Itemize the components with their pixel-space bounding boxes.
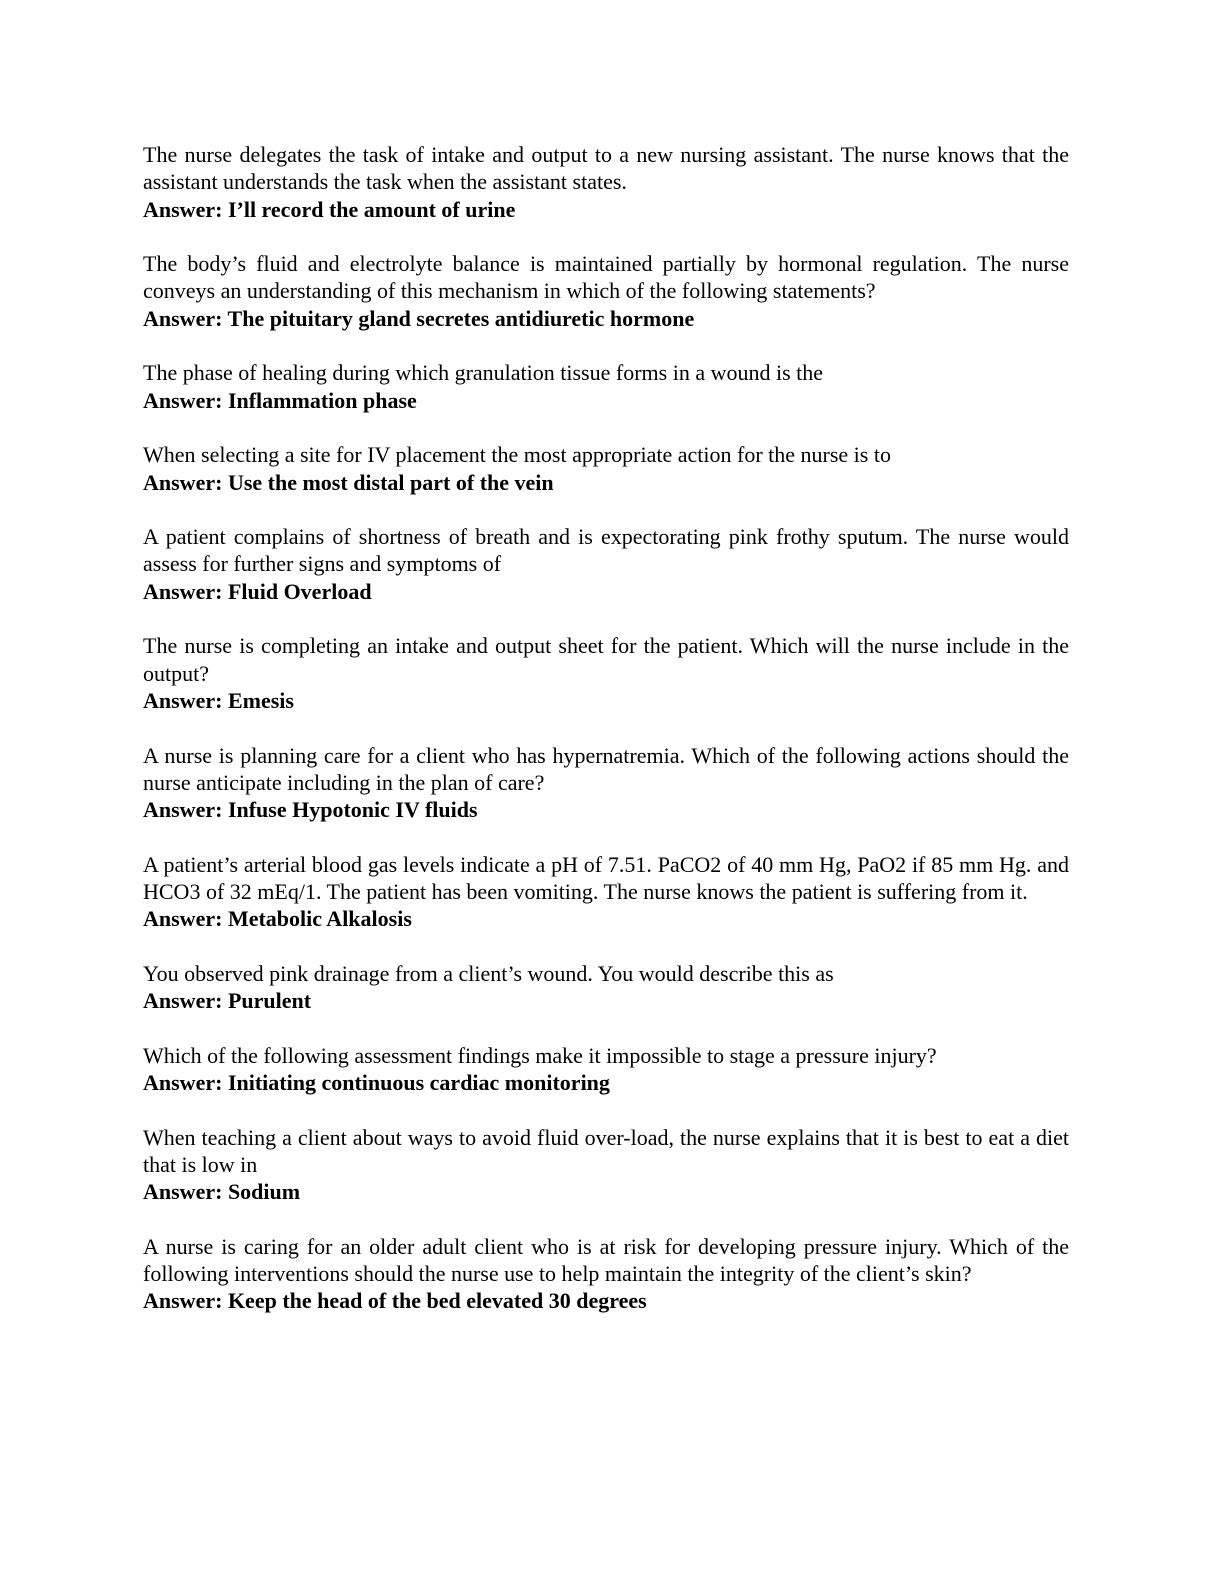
qa-item-7 xyxy=(143,742,1069,824)
qa-item-10 xyxy=(143,1042,1069,1097)
answer-prefix: Answer: xyxy=(143,906,223,932)
qa-item-11 xyxy=(143,1124,1069,1206)
answer-prefix: Answer: xyxy=(143,305,223,331)
qa-item-3 xyxy=(143,359,1069,414)
question-text: The phase of healing during which granulation tissue forms in a wound is the xyxy=(143,360,824,386)
question-text: You observed pink drainage from a client’s wound. You would describe this as xyxy=(143,960,834,986)
answer-text: Initiating continuous cardiac monitoring xyxy=(227,1070,610,1096)
qa-item-1 xyxy=(143,141,1069,223)
question-text: The body’s fluid and electrolyte balance is maintained partially by hormonal regulation. The nurse conveys an understanding of this mechanism in which of the following statements? xyxy=(143,251,1069,304)
answer-text: Infuse Hypotonic IV fluids xyxy=(227,797,478,823)
answer-prefix: Answer: xyxy=(143,1288,223,1314)
question-text: When selecting a site for IV placement the most appropriate action for the nurse is to xyxy=(143,442,891,468)
answer-text: I’ll record the amount of urine xyxy=(227,196,516,222)
answer-prefix: Answer: xyxy=(143,387,223,413)
qa-item-2 xyxy=(143,250,1069,332)
answer-line xyxy=(143,796,1069,823)
question-text: A patient complains of shortness of breath and is expectorating pink frothy sputum. The nurse would assess for further signs and symptoms of xyxy=(143,524,1069,577)
answer-line xyxy=(143,1287,1069,1314)
answer-line xyxy=(143,1069,1069,1096)
answer-line xyxy=(143,905,1069,932)
answer-prefix: Answer: xyxy=(143,797,223,823)
qa-item-5 xyxy=(143,523,1069,605)
answer-text: Metabolic Alkalosis xyxy=(227,906,412,932)
answer-line xyxy=(143,687,1069,714)
answer-text: Sodium xyxy=(227,1179,301,1205)
qa-item-9 xyxy=(143,960,1069,1015)
answer-line xyxy=(143,305,1069,332)
answer-line xyxy=(143,578,1069,605)
answer-text: The pituitary gland secretes antidiuretic hormone xyxy=(227,305,695,331)
answer-line xyxy=(143,469,1069,496)
answer-prefix: Answer: xyxy=(143,578,223,604)
question-text: When teaching a client about ways to avoid fluid over-load, the nurse explains that it is best to eat a diet that is low in xyxy=(143,1124,1069,1177)
answer-prefix: Answer: xyxy=(143,687,223,713)
question-text: A nurse is caring for an older adult client who is at risk for developing pressure injury. Which of the following interventions should the nurse use to help maintain the integrity of the client’s skin? xyxy=(143,1233,1069,1287)
answer-text: Use the most distal part of the vein xyxy=(227,469,554,495)
question-text: The nurse delegates the task of intake and output to a new nursing assistant. The nurse knows that the assistant understands the task when the assistant states. xyxy=(143,142,1069,195)
question-text: The nurse is completing an intake and output sheet for the patient. Which will the nurse include in the output? xyxy=(143,633,1069,686)
answer-text: Inflammation phase xyxy=(227,387,417,413)
question-text: A patient’s arterial blood gas levels indicate a pH of 7.51. PaCO2 of 40 mm Hg, PaO2 if 85 mm Hg. and HCO3 of 32 mEq/1. The patient has been vomiting. The nurse knows the patient is suffering from it. xyxy=(143,851,1069,905)
qa-item-8 xyxy=(143,851,1069,933)
answer-text: Purulent xyxy=(227,988,312,1014)
answer-text: Emesis xyxy=(227,687,294,713)
answer-line xyxy=(143,987,1069,1014)
answer-prefix: Answer: xyxy=(143,469,223,495)
answer-prefix: Answer: xyxy=(143,1179,223,1205)
answer-prefix: Answer: xyxy=(143,196,223,222)
qa-item-6 xyxy=(143,632,1069,714)
question-text: Which of the following assessment findings make it impossible to stage a pressure injury? xyxy=(143,1042,937,1068)
qa-item-12 xyxy=(143,1233,1069,1315)
answer-text: Fluid Overload xyxy=(227,578,372,604)
answer-prefix: Answer: xyxy=(143,988,223,1014)
answer-prefix: Answer: xyxy=(143,1070,223,1096)
qa-item-4 xyxy=(143,441,1069,496)
answer-line xyxy=(143,387,1069,414)
answer-text: Keep the head of the bed elevated 30 degrees xyxy=(227,1288,647,1314)
answer-line xyxy=(143,1178,1069,1205)
question-text: A nurse is planning care for a client who has hypernatremia. Which of the following actions should the nurse anticipate including in the plan of care? xyxy=(143,742,1069,795)
answer-line xyxy=(143,196,1069,223)
document-page xyxy=(143,141,1069,1342)
